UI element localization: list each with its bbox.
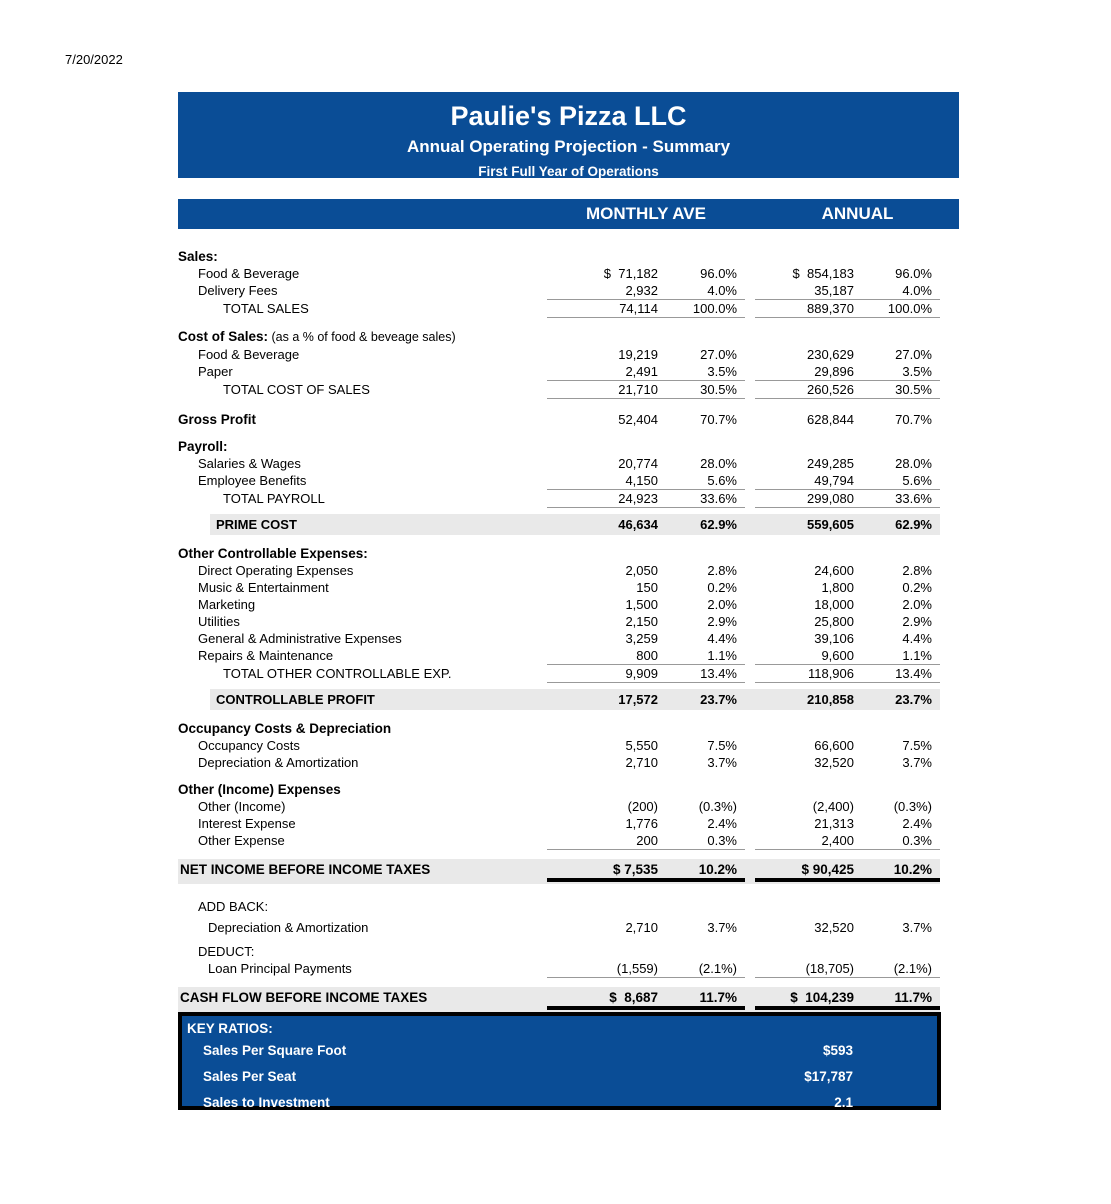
key-ratio-value: $17,787 — [804, 1069, 853, 1084]
monthly-amount: 2,932 — [625, 283, 658, 298]
row-label: CASH FLOW BEFORE INCOME TAXES — [180, 990, 428, 1005]
row-label: Food & Beverage — [198, 347, 300, 362]
row-label: Cost of Sales: (as a % of food & beveage sales) — [178, 329, 456, 344]
annual-group — [755, 798, 940, 815]
annual-amount: 32,520 — [814, 755, 854, 770]
statement-row — [178, 754, 940, 771]
monthly-percent: 13.4% — [700, 666, 737, 681]
monthly-percent: 30.5% — [700, 382, 737, 397]
monthly-amount: 200 — [636, 833, 658, 848]
column-header-bar — [178, 199, 959, 229]
annual-amount: 1,800 — [821, 580, 854, 595]
annual-group — [755, 455, 940, 472]
monthly-group — [547, 815, 745, 832]
row-label: General & Administrative Expenses — [198, 631, 402, 646]
row-label: Marketing — [198, 597, 256, 612]
row-label: TOTAL SALES — [223, 301, 309, 316]
annual-percent: 0.3% — [902, 833, 932, 848]
monthly-group — [547, 989, 745, 1010]
statement-row — [178, 411, 940, 428]
annual-amount: $ 104,239 — [790, 990, 854, 1005]
statement-row — [178, 562, 940, 579]
company-name: Paulie's Pizza LLC — [450, 101, 687, 131]
key-ratios-rows — [182, 1038, 937, 1116]
monthly-percent: 10.2% — [698, 862, 737, 877]
annual-amount: 9,600 — [821, 648, 854, 663]
annual-group — [755, 411, 940, 428]
monthly-group — [547, 596, 745, 613]
annual-amount: 66,600 — [814, 738, 854, 753]
monthly-amount: 74,114 — [619, 301, 658, 316]
monthly-percent: (0.3%) — [698, 799, 737, 814]
statement-row — [178, 596, 940, 613]
monthly-percent: 0.3% — [707, 833, 737, 848]
annual-amount: 29,896 — [814, 364, 854, 379]
key-ratio-value: $593 — [822, 1043, 853, 1058]
annual-percent: 96.0% — [895, 266, 932, 281]
annual-percent: 70.7% — [895, 412, 932, 427]
row-label: Other (Income) — [198, 799, 286, 814]
statement-row — [178, 987, 940, 1012]
annual-percent: 2.8% — [902, 563, 932, 578]
annual-group — [755, 647, 940, 665]
monthly-group — [547, 516, 745, 533]
monthly-percent: 2.9% — [707, 614, 737, 629]
row-label: Music & Entertainment — [198, 580, 329, 595]
monthly-percent: 2.4% — [707, 816, 737, 831]
annual-amount: 24,600 — [814, 563, 854, 578]
monthly-percent: 1.1% — [707, 648, 737, 663]
annual-percent: 100.0% — [887, 301, 932, 316]
monthly-group — [547, 411, 745, 428]
monthly-amount: 24,923 — [618, 491, 658, 506]
statement-row — [178, 859, 940, 884]
row-label: Occupancy Costs — [198, 738, 300, 753]
key-ratio-label: Sales Per Square Foot — [203, 1043, 347, 1058]
monthly-percent: 27.0% — [700, 347, 737, 362]
annual-amount: 299,080 — [807, 491, 854, 506]
monthly-amount: 21,710 — [618, 382, 658, 397]
monthly-amount: 2,710 — [625, 920, 658, 935]
row-label: Paper — [198, 364, 233, 379]
monthly-group — [547, 647, 745, 665]
monthly-group — [547, 665, 745, 683]
row-label: Delivery Fees — [198, 283, 278, 298]
document-subtitle: First Full Year of Operations — [478, 164, 659, 179]
column-header-annual: ANNUAL — [821, 204, 894, 223]
statement-row — [178, 630, 940, 647]
monthly-percent: (2.1%) — [698, 961, 737, 976]
statement-row — [178, 490, 940, 508]
annual-group — [755, 472, 940, 490]
annual-percent: (0.3%) — [893, 799, 932, 814]
monthly-group — [547, 472, 745, 490]
annual-percent: 33.6% — [895, 491, 932, 506]
monthly-group — [547, 381, 745, 399]
annual-group — [755, 265, 940, 282]
annual-percent: 62.9% — [895, 517, 932, 532]
row-label: Direct Operating Expenses — [198, 563, 354, 578]
annual-amount: 39,106 — [814, 631, 854, 646]
statement-row — [178, 265, 940, 282]
row-label: DEDUCT: — [198, 944, 255, 959]
monthly-amount: 46,634 — [618, 517, 658, 532]
monthly-group — [547, 300, 745, 318]
row-label: Depreciation & Amortization — [208, 920, 369, 935]
monthly-amount: 4,150 — [625, 473, 658, 488]
monthly-percent: 96.0% — [700, 266, 737, 281]
statement-row — [178, 815, 940, 832]
statement-row — [178, 381, 940, 399]
annual-amount: 35,187 — [814, 283, 854, 298]
key-ratios-title: KEY RATIOS: — [187, 1021, 273, 1036]
row-label: Payroll: — [178, 439, 228, 454]
monthly-percent: 28.0% — [700, 456, 737, 471]
monthly-amount: $ 7,535 — [612, 862, 658, 877]
row-label: NET INCOME BEFORE INCOME TAXES — [180, 862, 431, 877]
annual-group — [755, 919, 940, 936]
row-label: ADD BACK: — [198, 899, 269, 914]
row-label: Gross Profit — [178, 412, 257, 427]
annual-percent: 4.0% — [902, 283, 932, 298]
statement-row — [178, 798, 940, 815]
statement-row — [178, 438, 940, 455]
statement-row — [178, 455, 940, 472]
monthly-amount: 19,219 — [618, 347, 658, 362]
annual-group — [755, 630, 940, 647]
key-ratio-value: 2.1 — [834, 1095, 853, 1110]
monthly-group — [547, 562, 745, 579]
annual-group — [755, 665, 940, 683]
monthly-amount: 9,909 — [625, 666, 658, 681]
statement-row — [178, 346, 940, 363]
monthly-amount: $ 8,687 — [609, 990, 658, 1005]
monthly-group — [547, 282, 745, 300]
annual-percent: 0.2% — [902, 580, 932, 595]
row-label: TOTAL OTHER CONTROLLABLE EXP. — [223, 666, 452, 681]
annual-group — [755, 516, 940, 533]
annual-amount: (2,400) — [812, 799, 854, 814]
annual-group — [755, 861, 940, 882]
monthly-group — [547, 613, 745, 630]
statement-row — [210, 689, 940, 710]
annual-percent: 27.0% — [895, 347, 932, 362]
monthly-group — [547, 265, 745, 282]
monthly-percent: 5.6% — [707, 473, 737, 488]
monthly-percent: 3.7% — [707, 755, 737, 770]
monthly-amount: 5,550 — [625, 738, 658, 753]
annual-percent: 5.6% — [902, 473, 932, 488]
annual-percent: 28.0% — [895, 456, 932, 471]
annual-amount: 25,800 — [814, 614, 854, 629]
statement-row — [178, 579, 940, 596]
monthly-percent: 3.5% — [707, 364, 737, 379]
key-ratio-row — [182, 1038, 937, 1064]
monthly-percent: 0.2% — [707, 580, 737, 595]
key-ratio-label: Sales to Investment — [203, 1095, 330, 1110]
monthly-group — [547, 363, 745, 381]
annual-amount: 559,605 — [807, 517, 854, 532]
annual-amount: 230,629 — [807, 347, 854, 362]
annual-amount: 210,858 — [807, 692, 854, 707]
annual-percent: 30.5% — [895, 382, 932, 397]
row-label: TOTAL PAYROLL — [223, 491, 325, 506]
monthly-amount: 1,776 — [625, 816, 658, 831]
row-label: Repairs & Maintenance — [198, 648, 334, 663]
annual-percent: 1.1% — [902, 648, 932, 663]
statement-row — [178, 781, 940, 798]
annual-amount: $ 854,183 — [792, 266, 854, 281]
annual-group — [755, 282, 940, 300]
monthly-amount: 2,710 — [625, 755, 658, 770]
statement-row — [178, 737, 940, 754]
annual-percent: 2.0% — [902, 597, 932, 612]
annual-amount: 18,000 — [814, 597, 854, 612]
row-label: Depreciation & Amortization — [198, 755, 359, 770]
monthly-amount: (200) — [627, 799, 658, 814]
annual-amount: (18,705) — [805, 961, 854, 976]
key-ratio-row — [182, 1064, 937, 1090]
statement-row — [178, 960, 940, 978]
monthly-amount: (1,559) — [616, 961, 658, 976]
row-label: Utilities — [198, 614, 240, 629]
annual-percent: 2.4% — [902, 816, 932, 831]
row-label: Employee Benefits — [198, 473, 307, 488]
monthly-amount: 1,500 — [625, 597, 658, 612]
annual-amount: 118,906 — [807, 666, 854, 681]
monthly-amount: 3,259 — [625, 631, 658, 646]
document-title-bar — [178, 92, 959, 178]
monthly-percent: 3.7% — [707, 920, 737, 935]
annual-amount: 2,400 — [821, 833, 854, 848]
annual-percent: 3.7% — [902, 920, 932, 935]
monthly-group — [547, 630, 745, 647]
key-ratio-label: Sales Per Seat — [203, 1069, 297, 1084]
monthly-group — [547, 798, 745, 815]
row-label: CONTROLLABLE PROFIT — [216, 692, 375, 707]
statement-row — [178, 720, 940, 737]
key-ratios-box — [178, 1012, 941, 1110]
annual-group — [755, 737, 940, 754]
monthly-percent: 23.7% — [700, 692, 737, 707]
monthly-group — [547, 737, 745, 754]
monthly-percent: 4.0% — [707, 283, 737, 298]
statement-row — [178, 300, 940, 318]
annual-percent: 3.5% — [902, 364, 932, 379]
annual-amount: 32,520 — [814, 920, 854, 935]
monthly-amount: 2,491 — [625, 364, 658, 379]
row-label: Occupancy Costs & Depreciation — [178, 721, 392, 736]
column-header-monthly: MONTHLY AVE — [586, 204, 706, 223]
monthly-group — [547, 579, 745, 596]
statement-row — [178, 472, 940, 490]
annual-group — [755, 832, 940, 850]
row-label: Other Expense — [198, 833, 285, 848]
monthly-group — [547, 832, 745, 850]
annual-group — [755, 960, 940, 978]
annual-group — [755, 381, 940, 399]
annual-group — [755, 613, 940, 630]
monthly-percent: 100.0% — [692, 301, 737, 316]
annual-amount: 49,794 — [814, 473, 854, 488]
row-label: Other Controllable Expenses: — [178, 546, 368, 561]
monthly-percent: 62.9% — [700, 517, 737, 532]
annual-group — [755, 989, 940, 1010]
row-label: Loan Principal Payments — [208, 961, 352, 976]
statement-row — [178, 832, 940, 850]
annual-group — [755, 490, 940, 508]
annual-group — [755, 562, 940, 579]
statement-row — [178, 665, 940, 683]
monthly-amount: 2,150 — [625, 614, 658, 629]
annual-amount: 249,285 — [807, 456, 854, 471]
annual-percent: 13.4% — [895, 666, 932, 681]
monthly-group — [547, 960, 745, 978]
row-label-note: (as a % of food & beveage sales) — [268, 330, 456, 344]
annual-percent: 3.7% — [902, 755, 932, 770]
statement-row — [178, 545, 940, 562]
row-label: Sales: — [178, 249, 218, 264]
statement-row — [178, 282, 940, 300]
monthly-group — [547, 754, 745, 771]
annual-amount: $ 90,425 — [801, 862, 854, 877]
monthly-group — [547, 346, 745, 363]
annual-amount: 628,844 — [807, 412, 854, 427]
statement-row — [178, 613, 940, 630]
monthly-amount: 52,404 — [618, 412, 658, 427]
key-ratio-row — [182, 1090, 937, 1116]
annual-group — [755, 363, 940, 381]
document-title: Annual Operating Projection - Summary — [406, 137, 731, 156]
annual-group — [755, 815, 940, 832]
annual-amount: 21,313 — [814, 816, 854, 831]
annual-percent: 7.5% — [902, 738, 932, 753]
monthly-amount: 20,774 — [618, 456, 658, 471]
annual-percent: 4.4% — [902, 631, 932, 646]
annual-amount: 260,526 — [807, 382, 854, 397]
monthly-percent: 7.5% — [707, 738, 737, 753]
monthly-amount: 800 — [636, 648, 658, 663]
statement-row — [178, 248, 940, 265]
operating-statement-table — [178, 238, 940, 1012]
row-label: TOTAL COST OF SALES — [223, 382, 370, 397]
statement-row — [178, 647, 940, 665]
monthly-group — [547, 490, 745, 508]
annual-group — [755, 579, 940, 596]
monthly-amount: 2,050 — [625, 563, 658, 578]
annual-percent: 10.2% — [893, 862, 932, 877]
monthly-amount: $ 71,182 — [603, 266, 658, 281]
monthly-group — [547, 861, 745, 882]
monthly-group — [547, 919, 745, 936]
statement-row — [178, 363, 940, 381]
monthly-percent: 33.6% — [700, 491, 737, 506]
monthly-percent: 11.7% — [699, 990, 737, 1005]
annual-group — [755, 754, 940, 771]
row-label: Other (Income) Expenses — [178, 782, 341, 797]
monthly-group — [547, 455, 745, 472]
print-date: 7/20/2022 — [65, 52, 123, 67]
annual-percent: 2.9% — [902, 614, 932, 629]
annual-percent: 23.7% — [895, 692, 932, 707]
statement-row — [210, 514, 940, 535]
annual-amount: 889,370 — [807, 301, 854, 316]
monthly-percent: 4.4% — [707, 631, 737, 646]
annual-group — [755, 300, 940, 318]
row-label: Interest Expense — [198, 816, 296, 831]
statement-row — [178, 943, 940, 960]
row-label: PRIME COST — [216, 517, 297, 532]
annual-percent: 11.7% — [894, 990, 932, 1005]
monthly-group — [547, 691, 745, 708]
row-label: Salaries & Wages — [198, 456, 301, 471]
monthly-percent: 70.7% — [700, 412, 737, 427]
annual-group — [755, 596, 940, 613]
statement-row — [178, 328, 940, 346]
monthly-percent: 2.0% — [707, 597, 737, 612]
annual-group — [755, 691, 940, 708]
statement-row — [178, 919, 940, 936]
monthly-amount: 17,572 — [618, 692, 658, 707]
annual-percent: (2.1%) — [893, 961, 932, 976]
monthly-percent: 2.8% — [707, 563, 737, 578]
row-label: Food & Beverage — [198, 266, 300, 281]
statement-row — [178, 898, 940, 915]
annual-group — [755, 346, 940, 363]
monthly-amount: 150 — [636, 580, 658, 595]
